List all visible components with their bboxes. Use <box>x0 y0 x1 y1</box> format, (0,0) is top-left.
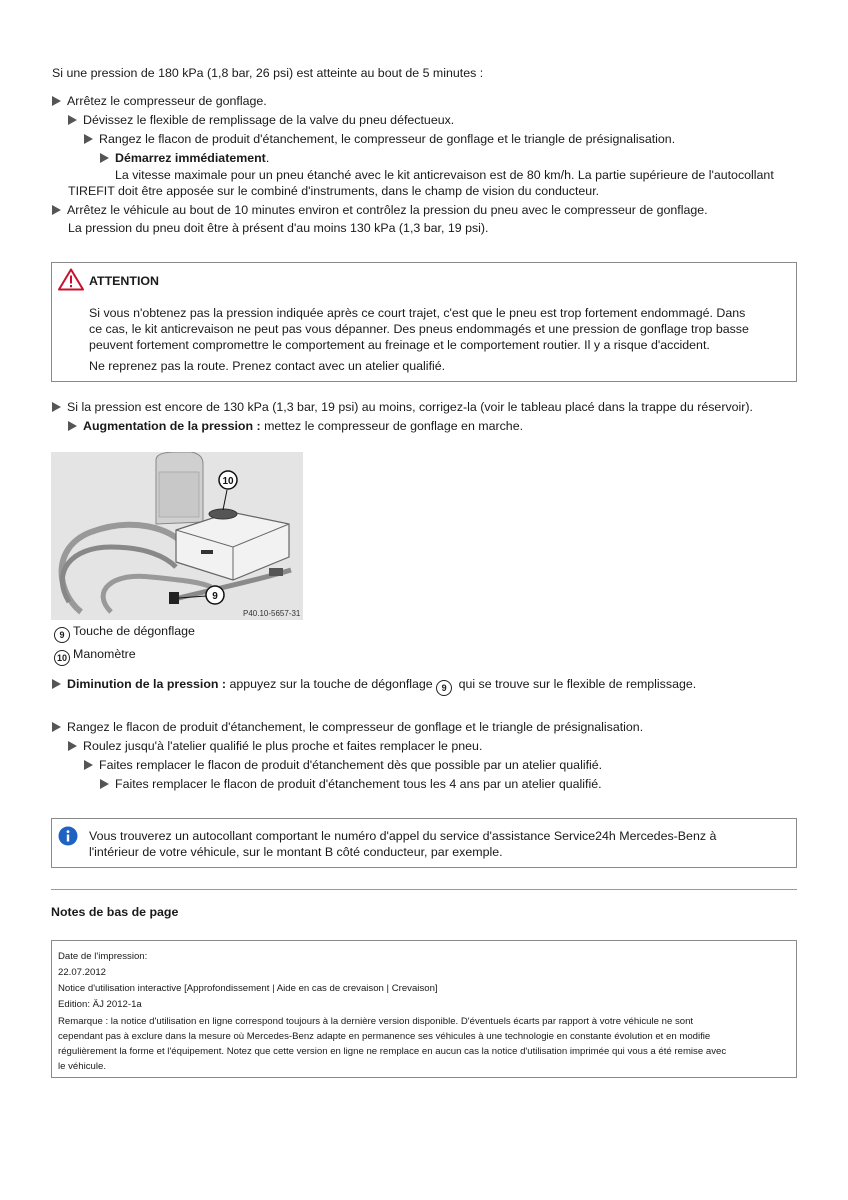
speed-note-cont: TIREFIT doit être apposée sur le combiné d'instruments, dans le champ de vision du conducteur. <box>68 184 600 198</box>
remark-text: régulièrement la forme et l'équipement. Notez que cette version en ligne ne remplace en aucun cas la notice d'utilisation imprimée qui vous a été remise avec <box>58 1046 727 1057</box>
bullet-triangle-icon <box>100 153 109 163</box>
footnotes-title: Notes de bas de page <box>51 905 179 919</box>
bullet-triangle-icon <box>68 115 77 125</box>
bullet-triangle-icon <box>52 679 61 689</box>
remark-text: cependant pas à exclure dans la mesure où Mercedes-Benz adapte en permanence ses véhicules à une technologie en constante évolution et en modifie <box>58 1031 711 1042</box>
step-item: Si la pression est encore de 130 kPa (1,3 bar, 19 psi) au moins, corrigez-la (voir le tableau placé dans la trappe du réservoir). <box>52 399 753 415</box>
info-text: Vous trouverez un autocollant comportant le numéro d'appel du service d'assistance Service24h Mercedes-Benz à <box>89 829 717 843</box>
callout-number: 9 <box>54 627 70 643</box>
footer-box <box>51 940 797 1078</box>
callout-number: 9 <box>436 680 452 696</box>
step-item: Augmentation de la pression : mettez le compresseur de gonflage en marche. <box>68 418 523 434</box>
legend-item: 9 Touche de dégonflage <box>54 623 195 643</box>
step-item: Démarrez immédiatement. <box>100 150 269 166</box>
bullet-triangle-icon <box>68 421 77 431</box>
bullet-triangle-icon <box>68 741 77 751</box>
figure-code: P40.10-5657-31 <box>243 609 301 618</box>
info-text: l'intérieur de votre véhicule, sur le montant B côté conducteur, par exemple. <box>89 845 503 859</box>
compressor-figure <box>51 452 303 620</box>
attention-text: ce cas, le kit anticrevaison ne peut pas vous dépanner. Des pneus endommagés et une pression de gonflage trop basse <box>89 322 749 336</box>
step-item: Dévissez le flexible de remplissage de la valve du pneu défectueux. <box>68 112 454 128</box>
step-item: Roulez jusqu'à l'atelier qualifié le plus proche et faites remplacer le pneu. <box>68 738 482 754</box>
edition: Edition: ÄJ 2012-1a <box>58 999 142 1010</box>
step-item: Arrêtez le compresseur de gonflage. <box>52 93 267 109</box>
bullet-triangle-icon <box>52 96 61 106</box>
step-item: Faites remplacer le flacon de produit d'étanchement tous les 4 ans par un atelier qualifié. <box>100 776 602 792</box>
attention-box <box>51 262 797 382</box>
attention-text: Ne reprenez pas la route. Prenez contact avec un atelier qualifié. <box>89 359 446 373</box>
bullet-triangle-icon <box>84 134 93 144</box>
attention-text: Si vous n'obtenez pas la pression indiquée après ce court trajet, c'est que le pneu est trop fortement endommagé. Dans <box>89 306 746 320</box>
divider <box>51 889 797 890</box>
step-item: Faites remplacer le flacon de produit d'étanchement dès que possible par un atelier qualifié. <box>84 757 602 773</box>
bullet-triangle-icon <box>52 205 61 215</box>
legend-item: 10 Manomètre <box>54 646 136 666</box>
info-box <box>51 818 797 868</box>
bullet-triangle-icon <box>84 760 93 770</box>
warning-triangle-icon <box>58 268 84 291</box>
bullet-triangle-icon <box>52 402 61 412</box>
step-subtext: La pression du pneu doit être à présent d'au moins 130 kPa (1,3 bar, 19 psi). <box>68 221 489 235</box>
step-item: Rangez le flacon de produit d'étanchement, le compresseur de gonflage et le triangle de présignalisation. <box>52 719 643 735</box>
compressor-illustration <box>51 452 303 620</box>
notice-path: Notice d'utilisation interactive [Approfondissement | Aide en cas de crevaison | Crevaison] <box>58 983 438 994</box>
callout-10: 10 <box>222 476 234 487</box>
step-item: Arrêtez le véhicule au bout de 10 minutes environ et contrôlez la pression du pneu avec le compresseur de gonflage. <box>52 202 708 218</box>
intro-text: Si une pression de 180 kPa (1,8 bar, 26 psi) est atteinte au bout de 5 minutes : <box>52 66 484 80</box>
info-icon <box>58 826 78 846</box>
speed-note: La vitesse maximale pour un pneu étanché avec le kit anticrevaison est de 80 km/h. La partie supérieure de l'autocollant <box>115 168 774 182</box>
remark-text: Remarque : la notice d'utilisation en ligne correspond toujours à la dernière version disponible. D'éventuels écarts par rapport à votre véhicule ne sont <box>58 1016 694 1027</box>
print-date: 22.07.2012 <box>58 967 107 978</box>
bullet-triangle-icon <box>52 722 61 732</box>
attention-text: peuvent fortement compromettre le comportement au freinage et le comportement routier. Il y a risque d'accident. <box>89 338 710 352</box>
step-item: Rangez le flacon de produit d'étanchement, le compresseur de gonflage et le triangle de présignalisation. <box>84 131 675 147</box>
callout-number: 10 <box>54 650 70 666</box>
step-item: Diminution de la pression : appuyez sur la touche de dégonflage 9 qui se trouve sur le flexible de remplissage. <box>52 676 696 696</box>
bullet-triangle-icon <box>100 779 109 789</box>
callout-9: 9 <box>212 591 218 602</box>
print-date-label: Date de l'impression: <box>58 951 148 962</box>
attention-title: ATTENTION <box>89 274 159 288</box>
remark-text: le véhicule. <box>58 1061 106 1072</box>
